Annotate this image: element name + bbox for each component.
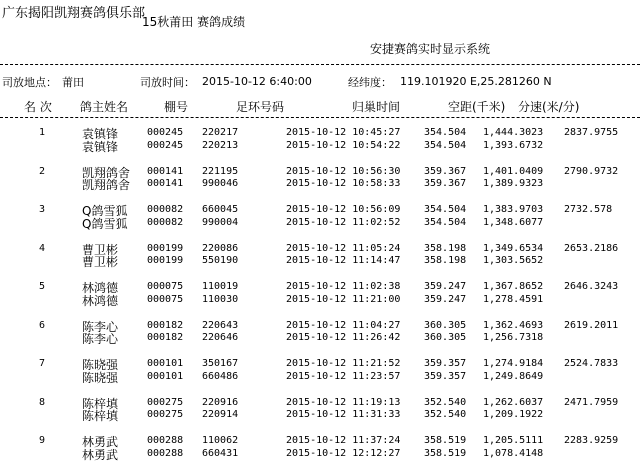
cell-shed: 000288 <box>147 435 184 446</box>
cell-shed: 000199 <box>147 255 184 266</box>
col-ring: 足环号码 <box>236 100 285 114</box>
cell-shed: 000101 <box>147 358 184 369</box>
cell-ring: 110019 <box>202 281 239 292</box>
cell-speed: 1,078.4148 <box>483 447 544 459</box>
release-place: 莆田 <box>62 76 84 89</box>
cell-shed: 000075 <box>147 293 184 305</box>
cell-distance: 352.540 <box>424 396 467 408</box>
cell-ring: 220914 <box>202 409 239 420</box>
cell-owner: 袁镇锋 <box>82 139 119 154</box>
cell-arrival: 2015-10-12 11:02:52 <box>286 216 401 228</box>
cell-speed: 1,367.8652 <box>483 281 544 292</box>
cell-ring: 660045 <box>202 204 239 215</box>
cell-distance: 358.198 <box>424 255 467 266</box>
cell-arrival: 2015-10-12 11:05:24 <box>286 242 401 254</box>
cell-shed: 000075 <box>147 281 184 292</box>
cell-owner: 林勇武 <box>82 447 119 462</box>
cell-ring: 350167 <box>202 358 239 369</box>
race-title: 15秋莆田 赛鸽成绩 <box>142 15 246 29</box>
cell-speed: 1,209.1922 <box>483 409 544 420</box>
cell-ring: 990046 <box>202 178 239 189</box>
cell-rank: 9 <box>39 435 46 446</box>
cell-distance: 359.357 <box>424 370 467 382</box>
cell-arrival: 2015-10-12 11:37:24 <box>286 435 401 446</box>
cell-ring: 660486 <box>202 370 239 382</box>
cell-owner: Q鸽雪狐 <box>82 216 128 231</box>
cell-combined-speed: 2653.2186 <box>564 242 619 254</box>
cell-arrival: 2015-10-12 11:02:38 <box>286 281 401 292</box>
coords-label: 经纬度： <box>348 76 392 89</box>
cell-combined-speed: 2619.2011 <box>564 319 619 331</box>
cell-owner: 陈梓填 <box>82 409 119 423</box>
system-name: 安捷赛鸽实时显示系统 <box>370 42 491 56</box>
cell-owner: 凯翔鸽舍 <box>82 178 131 192</box>
cell-speed: 1,362.4693 <box>483 319 544 331</box>
cell-ring: 220646 <box>202 332 239 343</box>
cell-rank: 4 <box>39 242 46 254</box>
cell-owner: 林鸿德 <box>82 293 119 308</box>
cell-arrival: 2015-10-12 10:56:09 <box>286 204 401 215</box>
cell-distance: 354.504 <box>424 127 467 138</box>
cell-speed: 1,348.6077 <box>483 216 544 228</box>
col-rank: 名 次 <box>24 100 52 114</box>
cell-arrival: 2015-10-12 11:21:00 <box>286 293 401 305</box>
cell-rank: 3 <box>39 204 46 215</box>
cell-rank: 2 <box>39 165 46 177</box>
cell-owner: 陈李心 <box>82 319 119 334</box>
cell-speed: 1,383.9703 <box>483 204 544 215</box>
cell-rank: 1 <box>39 127 46 138</box>
cell-distance: 354.504 <box>424 204 467 215</box>
cell-shed: 000101 <box>147 370 184 382</box>
cell-shed: 000082 <box>147 216 184 228</box>
cell-ring: 220916 <box>202 396 239 408</box>
cell-shed: 000141 <box>147 165 184 177</box>
cell-shed: 000245 <box>147 139 184 151</box>
cell-speed: 1,393.6732 <box>483 139 544 151</box>
cell-distance: 354.504 <box>424 216 467 228</box>
cell-speed: 1,256.7318 <box>483 332 544 343</box>
cell-distance: 359.357 <box>424 358 467 369</box>
cell-owner: 袁镇锋 <box>82 127 119 141</box>
cell-owner: 陈晓强 <box>82 370 119 385</box>
cell-arrival: 2015-10-12 11:14:47 <box>286 255 401 266</box>
cell-owner: 陈晓强 <box>82 358 119 372</box>
cell-shed: 000182 <box>147 319 184 331</box>
cell-arrival: 2015-10-12 10:58:33 <box>286 178 401 189</box>
release-time-label: 司放时间： <box>140 76 195 89</box>
cell-combined-speed: 2524.7833 <box>564 358 619 369</box>
cell-owner: 林勇武 <box>82 435 119 449</box>
col-arrival: 归巢时间 <box>352 100 401 114</box>
cell-rank: 6 <box>39 319 46 331</box>
cell-distance: 358.198 <box>424 242 467 254</box>
cell-combined-speed: 2283.9259 <box>564 435 619 446</box>
cell-arrival: 2015-10-12 10:54:22 <box>286 139 401 151</box>
cell-ring: 990004 <box>202 216 239 228</box>
coords: 119.101920 E,25.281260 N <box>400 75 552 88</box>
cell-arrival: 2015-10-12 10:56:30 <box>286 165 401 177</box>
cell-shed: 000199 <box>147 242 184 254</box>
cell-ring: 550190 <box>202 255 239 266</box>
cell-distance: 359.367 <box>424 178 467 189</box>
cell-combined-speed: 2790.9732 <box>564 165 619 177</box>
cell-speed: 1,401.0409 <box>483 165 544 177</box>
cell-combined-speed: 2646.3243 <box>564 281 619 292</box>
cell-speed: 1,274.9184 <box>483 358 544 369</box>
cell-distance: 358.519 <box>424 435 467 446</box>
cell-distance: 359.247 <box>424 281 467 292</box>
col-shed: 棚号 <box>164 100 189 114</box>
cell-owner: 陈李心 <box>82 332 119 346</box>
cell-owner: 曹卫彬 <box>82 242 119 257</box>
cell-shed: 000182 <box>147 332 184 343</box>
cell-distance: 354.504 <box>424 139 467 151</box>
cell-ring: 110030 <box>202 293 239 305</box>
cell-rank: 7 <box>39 358 46 369</box>
cell-owner: 曹卫彬 <box>82 255 119 269</box>
cell-speed: 1,389.9323 <box>483 178 544 189</box>
cell-arrival: 2015-10-12 11:26:42 <box>286 332 401 343</box>
cell-shed: 000245 <box>147 127 184 138</box>
cell-speed: 1,444.3023 <box>483 127 544 138</box>
cell-ring: 220643 <box>202 319 239 331</box>
cell-owner: 凯翔鸽舍 <box>82 165 131 180</box>
cell-speed: 1,349.6534 <box>483 242 544 254</box>
cell-ring: 221195 <box>202 165 239 177</box>
cell-distance: 359.247 <box>424 293 467 305</box>
cell-ring: 220086 <box>202 242 239 254</box>
cell-shed: 000082 <box>147 204 184 215</box>
cell-owner: Q鸽雪狐 <box>82 204 128 218</box>
club-name: 广东揭阳凯翔赛鸽俱乐部 <box>2 6 146 21</box>
cell-shed: 000141 <box>147 178 184 189</box>
cell-ring: 660431 <box>202 447 239 459</box>
cell-combined-speed: 2471.7959 <box>564 396 619 408</box>
cell-ring: 220213 <box>202 139 239 151</box>
cell-rank: 5 <box>39 281 46 292</box>
col-distance: 空距(千米) <box>448 100 506 114</box>
cell-distance: 360.305 <box>424 332 467 343</box>
cell-speed: 1,262.6037 <box>483 396 544 408</box>
cell-speed: 1,205.5111 <box>483 435 544 446</box>
cell-distance: 359.367 <box>424 165 467 177</box>
cell-speed: 1,249.8649 <box>483 370 544 382</box>
cell-owner: 林鸿德 <box>82 281 119 295</box>
cell-distance: 352.540 <box>424 409 467 420</box>
cell-shed: 000275 <box>147 396 184 408</box>
cell-arrival: 2015-10-12 11:23:57 <box>286 370 401 382</box>
cell-distance: 358.519 <box>424 447 467 459</box>
cell-shed: 000288 <box>147 447 184 459</box>
cell-shed: 000275 <box>147 409 184 420</box>
col-speed: 分速(米/分) <box>518 100 580 114</box>
cell-combined-speed: 2837.9755 <box>564 127 619 138</box>
cell-rank: 8 <box>39 396 46 408</box>
cell-arrival: 2015-10-12 11:04:27 <box>286 319 401 331</box>
cell-combined-speed: 2732.578 <box>564 204 613 215</box>
cell-distance: 360.305 <box>424 319 467 331</box>
cell-arrival: 2015-10-12 11:21:52 <box>286 358 401 369</box>
cell-arrival: 2015-10-12 11:19:13 <box>286 396 401 408</box>
cell-arrival: 2015-10-12 12:12:27 <box>286 447 401 459</box>
release-time: 2015-10-12 6:40:00 <box>202 75 312 88</box>
cell-ring: 220217 <box>202 127 239 138</box>
col-owner: 鸽主姓名 <box>80 100 129 114</box>
cell-arrival: 2015-10-12 10:45:27 <box>286 127 401 138</box>
release-place-label: 司放地点： <box>2 76 57 89</box>
cell-arrival: 2015-10-12 11:31:33 <box>286 409 401 420</box>
cell-ring: 110062 <box>202 435 239 446</box>
cell-speed: 1,278.4591 <box>483 293 544 305</box>
cell-speed: 1,303.5652 <box>483 255 544 266</box>
cell-owner: 陈梓填 <box>82 396 119 411</box>
